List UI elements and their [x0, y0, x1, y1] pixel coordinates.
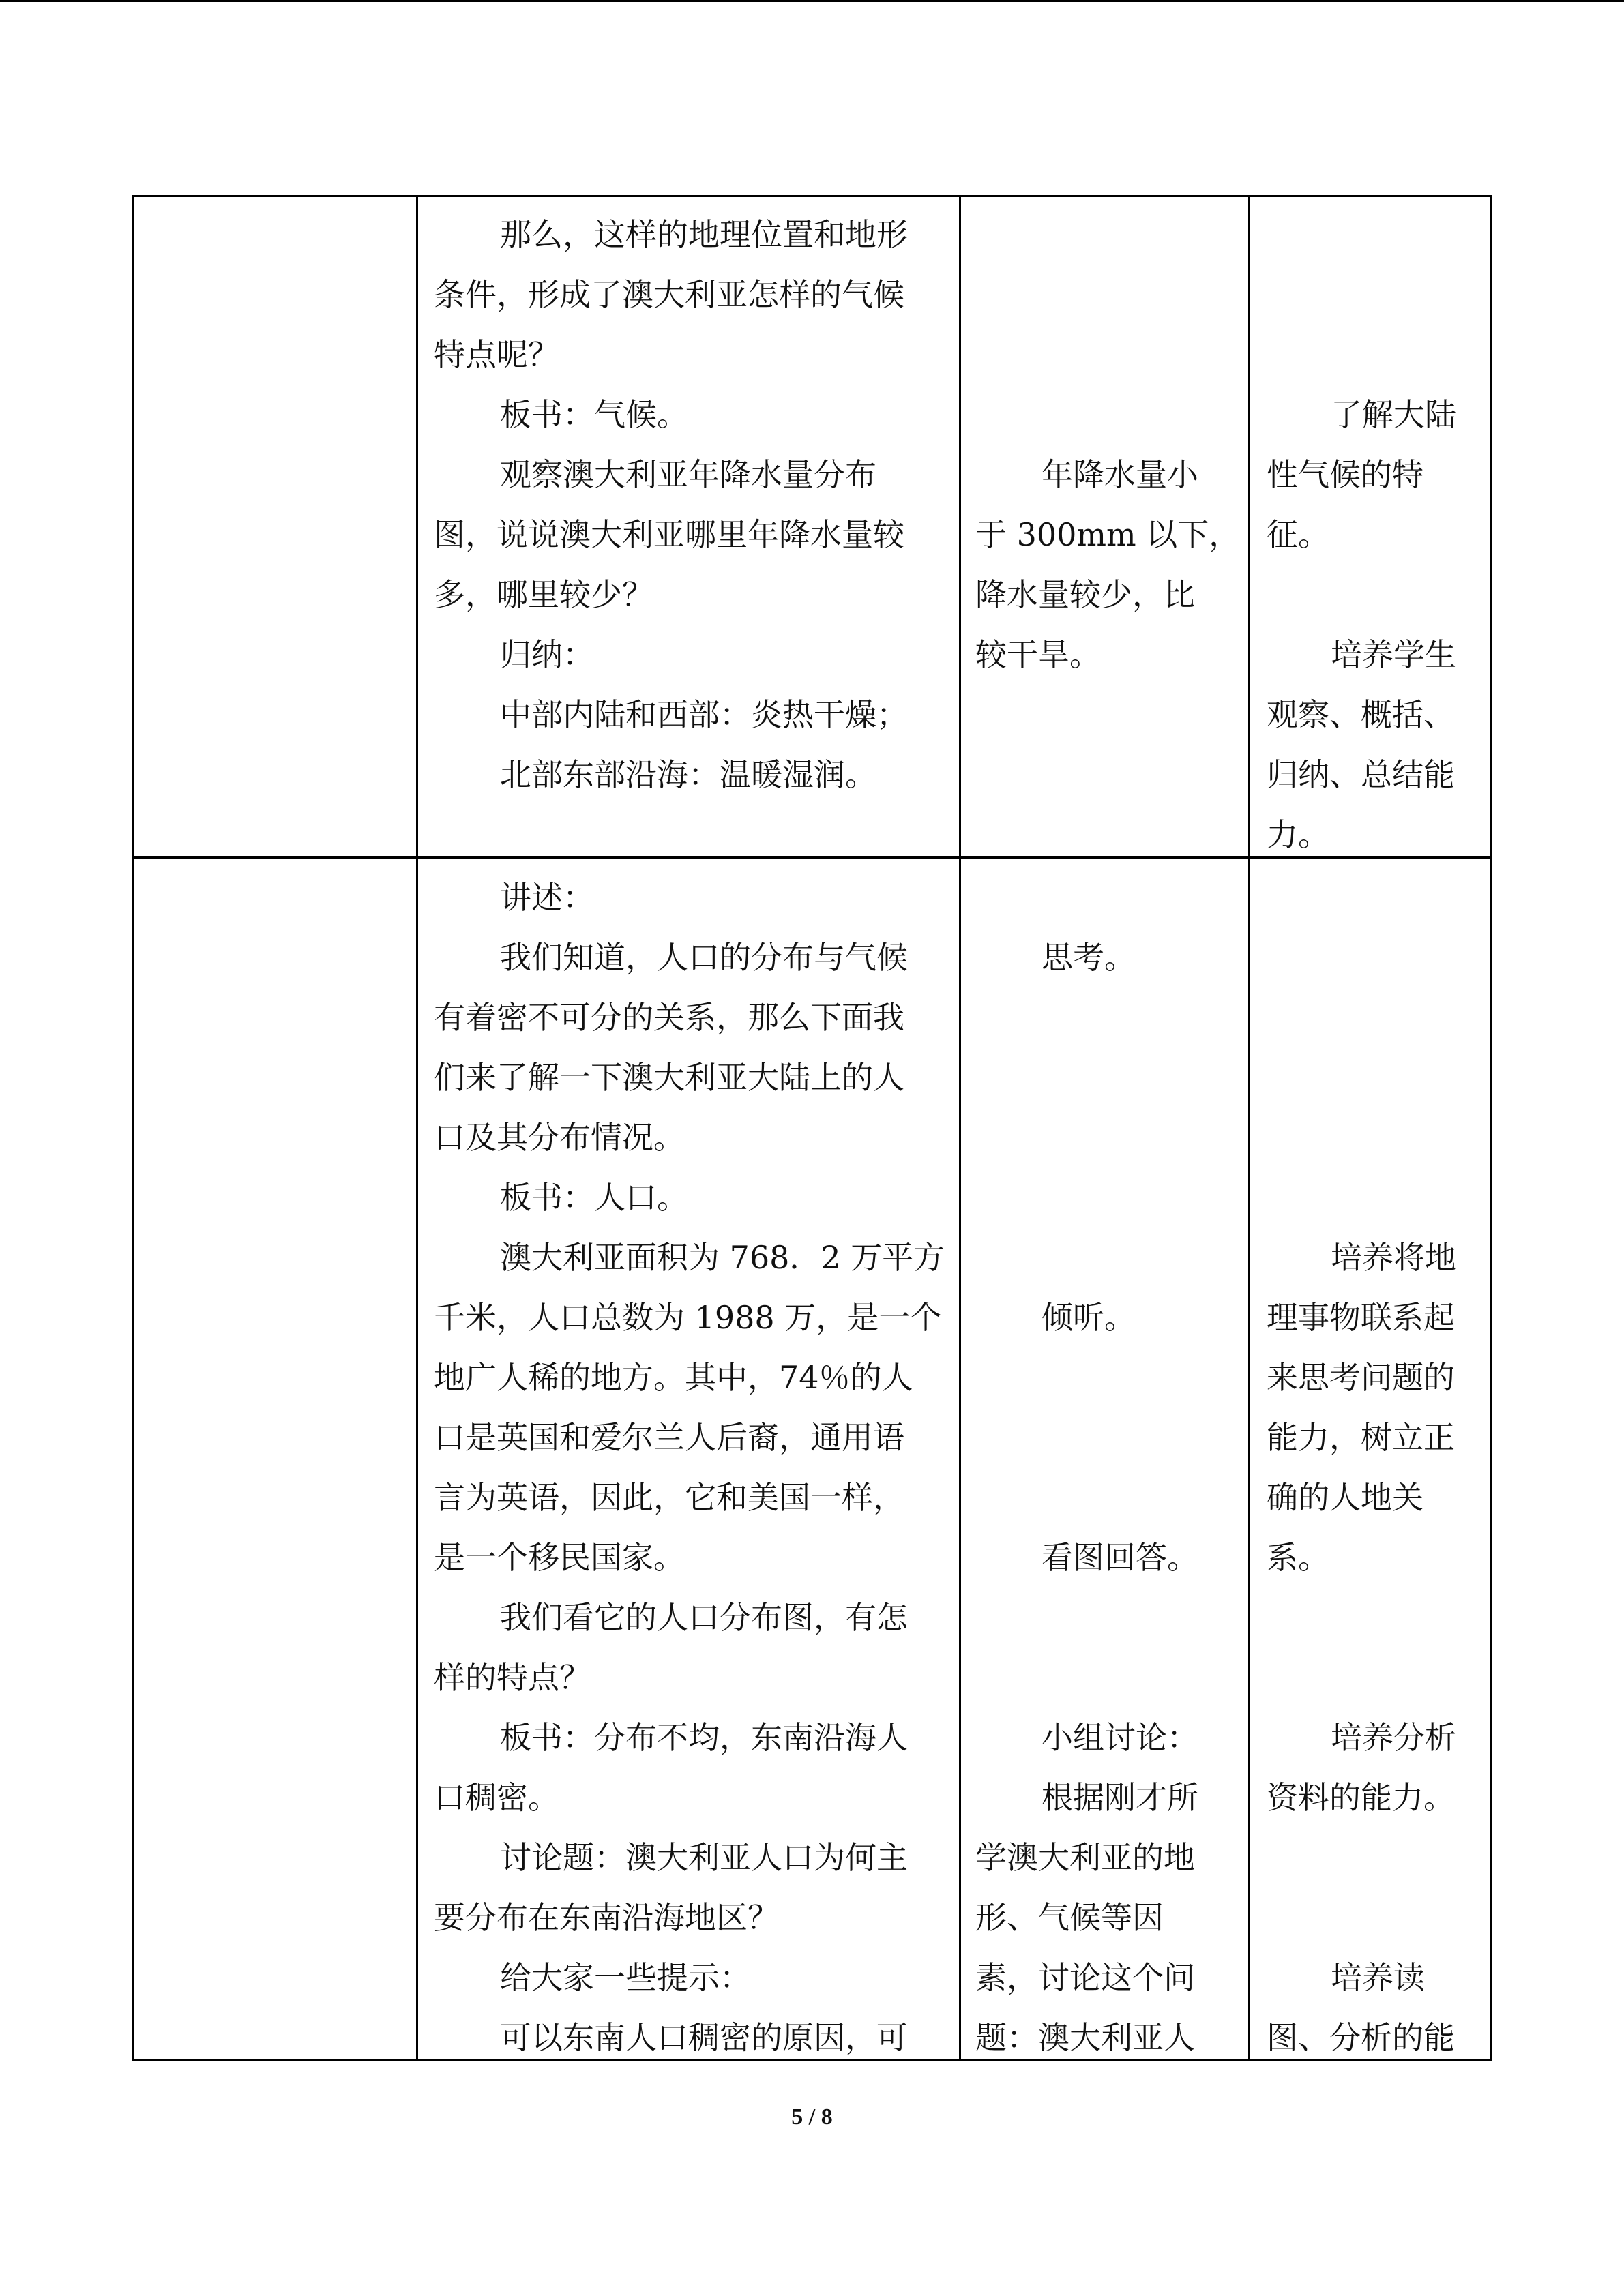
text-line: 能力，树立正	[1267, 1419, 1455, 1456]
text-line: 素，讨论这个问	[975, 1959, 1195, 1996]
text-line: 澳大利亚面积为 768．2 万平方	[500, 1239, 945, 1276]
column-divider-1	[416, 195, 418, 2061]
text-line: 板书：气候。	[500, 396, 688, 433]
text-line: 培养学生	[1331, 636, 1456, 673]
text-line: 理事物联系起	[1267, 1299, 1455, 1336]
text-line: 观察、概括、	[1267, 696, 1455, 733]
text-line: 归纳：	[500, 636, 594, 673]
text-line: 可以东南人口稠密的原因，可	[500, 2019, 908, 2056]
text-line: 学澳大利亚的地	[975, 1839, 1195, 1876]
text-line: 板书：分布不均，东南沿海人	[500, 1719, 908, 1756]
text-line: 有着密不可分的关系，那么下面我	[434, 999, 904, 1036]
text-line: 中部内陆和西部：炎热干燥；	[500, 696, 908, 733]
text-line: 了解大陆	[1331, 396, 1456, 433]
text-line: 北部东部沿海：温暖湿润。	[500, 756, 876, 793]
text-line: 讨论题：澳大利亚人口为何主	[500, 1839, 908, 1876]
text-line: 形、气候等因	[975, 1899, 1164, 1936]
text-line: 口及其分布情况。	[434, 1119, 685, 1156]
text-line: 资料的能力。	[1267, 1779, 1455, 1816]
text-line: 降水量较少，比	[975, 576, 1195, 613]
column-divider-3	[1248, 195, 1250, 2061]
column-divider-2	[959, 195, 961, 2061]
text-line: 归纳、总结能	[1267, 756, 1455, 793]
text-line: 根据刚才所	[1042, 1779, 1198, 1816]
page-number: 5 / 8	[791, 2104, 833, 2130]
text-line: 征。	[1267, 516, 1329, 553]
text-line: 思考。	[1042, 939, 1136, 976]
text-line: 是一个移民国家。	[434, 1539, 685, 1576]
text-line: 培养读	[1331, 1959, 1425, 1996]
text-line: 小组讨论：	[1042, 1719, 1198, 1756]
text-line: 来思考问题的	[1267, 1359, 1455, 1396]
text-line: 于 300mm 以下，	[975, 516, 1241, 553]
text-line: 千米，人口总数为 1988 万，是一个	[434, 1299, 942, 1336]
text-line: 图，说说澳大利亚哪里年降水量较	[434, 516, 904, 553]
text-line: 口是英国和爱尔兰人后裔，通用语	[434, 1419, 904, 1456]
text-line: 看图回答。	[1042, 1539, 1198, 1576]
text-line: 题：澳大利亚人	[975, 2019, 1195, 2056]
text-line: 口稠密。	[434, 1779, 559, 1816]
text-line: 观察澳大利亚年降水量分布	[500, 456, 876, 493]
text-line: 地广人稀的地方。其中，74％的人	[434, 1359, 913, 1396]
text-line: 倾听。	[1042, 1299, 1136, 1336]
text-line: 板书：人口。	[500, 1179, 688, 1216]
text-line: 培养分析	[1331, 1719, 1456, 1756]
text-line: 图、分析的能	[1267, 2019, 1455, 2056]
text-line: 多，哪里较少？	[434, 576, 653, 613]
text-line: 讲述：	[500, 879, 594, 916]
text-line: 要分布在东南沿海地区？	[434, 1899, 779, 1936]
text-line: 我们看它的人口分布图，有怎	[500, 1599, 908, 1636]
text-line: 较干旱。	[975, 636, 1101, 673]
text-line: 系。	[1267, 1539, 1329, 1576]
text-line: 样的特点？	[434, 1659, 591, 1696]
text-line: 培养将地	[1331, 1239, 1456, 1276]
text-line: 那么，这样的地理位置和地形	[500, 216, 908, 253]
top-rule	[0, 0, 1624, 2]
text-line: 力。	[1267, 816, 1329, 853]
text-line: 性气候的特	[1267, 456, 1423, 493]
text-line: 确的人地关	[1267, 1479, 1423, 1516]
text-line: 条件，形成了澳大利亚怎样的气候	[434, 276, 904, 313]
row-divider	[132, 856, 1492, 859]
text-line: 年降水量小	[1042, 456, 1198, 493]
text-line: 我们知道，人口的分布与气候	[500, 939, 908, 976]
text-line: 们来了解一下澳大利亚大陆上的人	[434, 1059, 904, 1096]
text-line: 言为英语，因此，它和美国一样，	[434, 1479, 904, 1516]
text-line: 给大家一些提示：	[500, 1959, 751, 1996]
text-line: 特点呢？	[434, 336, 559, 373]
